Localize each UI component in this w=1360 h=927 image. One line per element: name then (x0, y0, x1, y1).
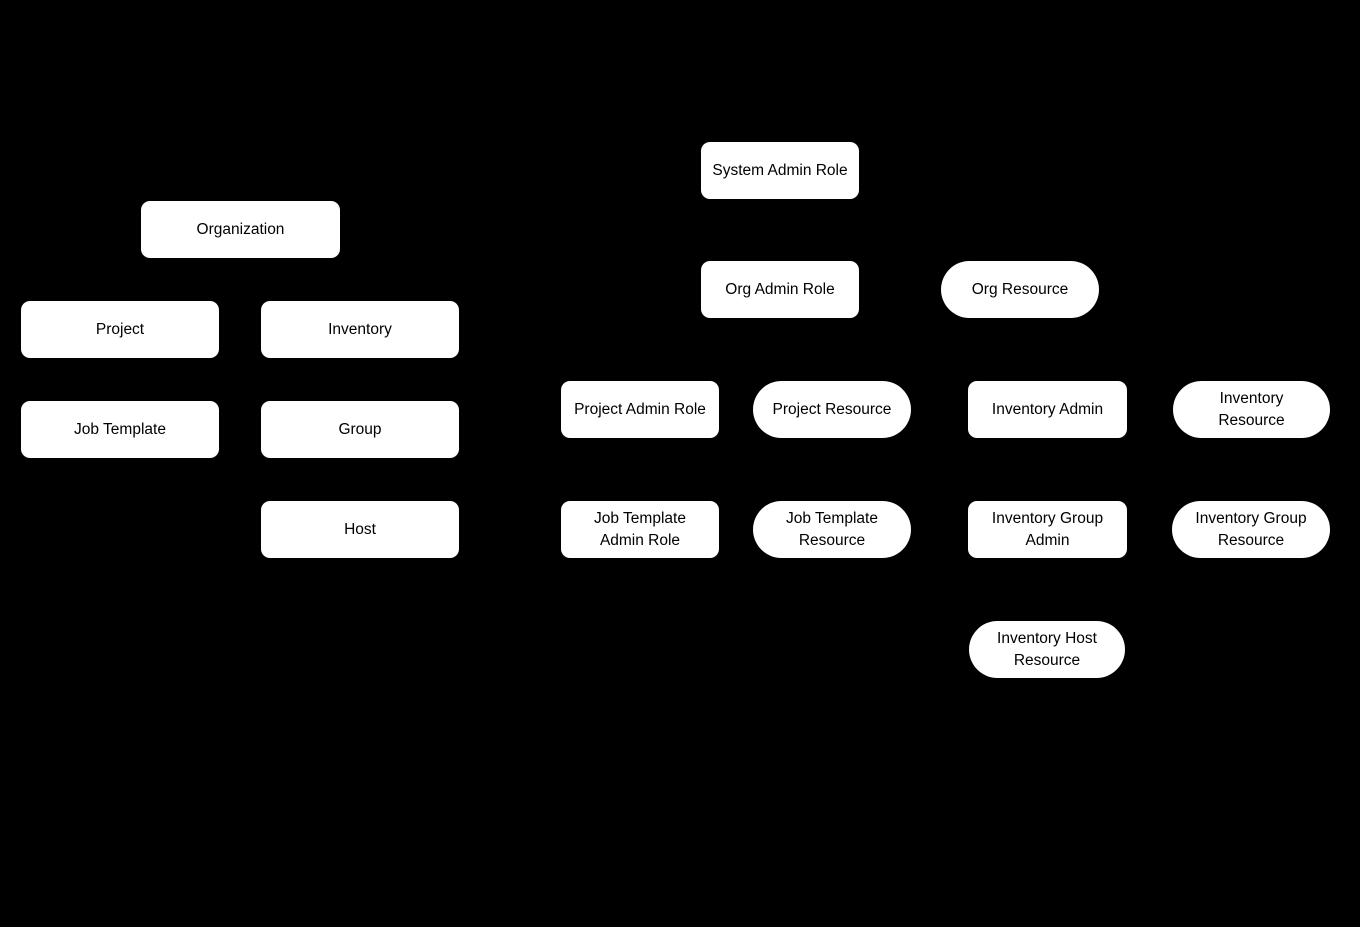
node-inventory-resource: Inventory Resource (1173, 381, 1330, 438)
node-project-admin-role: Project Admin Role (561, 381, 719, 438)
node-job-template-resource: Job Template Resource (753, 501, 911, 558)
node-inventory: Inventory (261, 301, 459, 358)
node-project: Project (21, 301, 219, 358)
node-host: Host (261, 501, 459, 558)
node-group: Group (261, 401, 459, 458)
node-project-resource: Project Resource (753, 381, 911, 438)
node-org-resource: Org Resource (941, 261, 1099, 318)
node-inventory-admin: Inventory Admin (968, 381, 1127, 438)
node-org-admin-role: Org Admin Role (701, 261, 859, 318)
node-job-template-admin-role: Job Template Admin Role (561, 501, 719, 558)
node-inventory-group-admin: Inventory Group Admin (968, 501, 1127, 558)
node-inventory-host-resource: Inventory Host Resource (969, 621, 1125, 678)
node-job-template: Job Template (21, 401, 219, 458)
node-organization: Organization (141, 201, 340, 258)
node-system-admin-role: System Admin Role (701, 142, 859, 199)
node-inventory-group-resource: Inventory Group Resource (1172, 501, 1330, 558)
